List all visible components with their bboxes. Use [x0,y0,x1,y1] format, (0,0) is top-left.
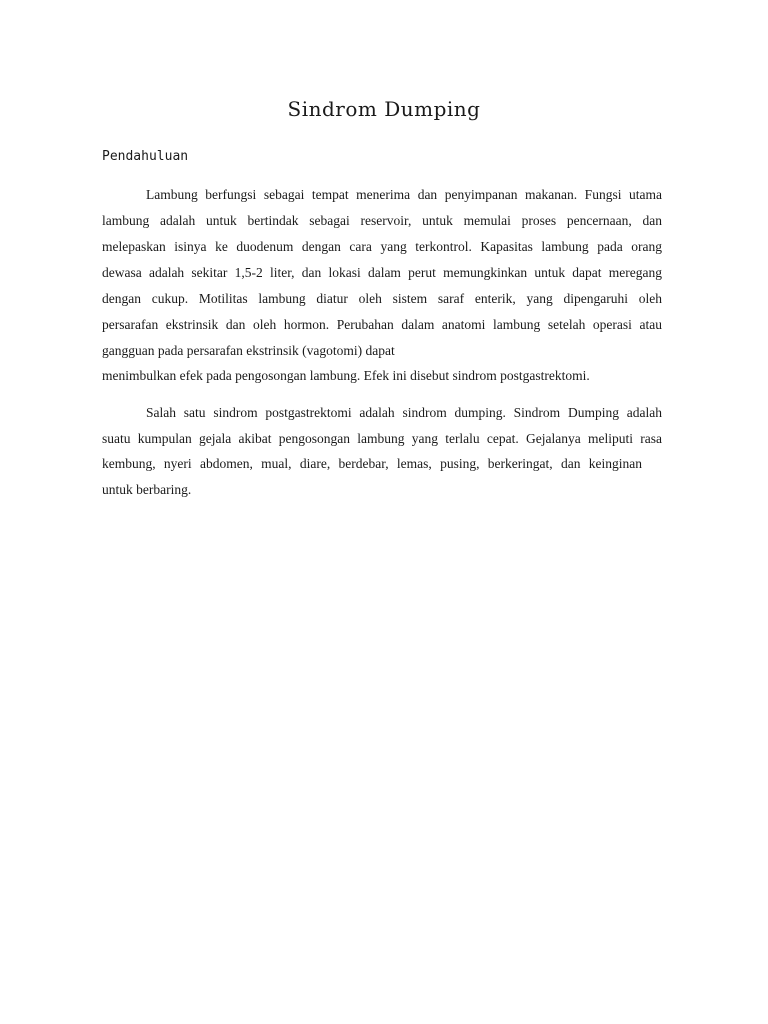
paragraph-line: untuk berbaring. [102,482,192,497]
paragraph-line: suatu kumpulan gejala akibat pengosongan lambung yang terlalu cepat. Gejalanya meliputi rasa [102,431,662,446]
paragraph-line: Salah satu sindrom postgastrektomi adalah sindrom dumping. Sindrom Dumping adalah [146,405,662,420]
paragraph-line: persarafan ekstrinsik dan oleh hormon. Perubahan dalam anatomi lambung setelah operasi atau [102,317,662,332]
paragraph-line: lambung adalah untuk bertindak sebagai reservoir, untuk memulai proses pencernaan, dan [102,213,662,228]
paragraph-line: dewasa adalah sekitar 1,5-2 liter, dan lokasi dalam perut memungkinkan untuk dapat meregang [102,265,662,280]
paragraph-line: Lambung berfungsi sebagai tempat menerima dan penyimpanan makanan. Fungsi utama [146,187,662,202]
section-heading: Pendahuluan [102,149,189,164]
document-title: Sindrom Dumping [287,97,481,121]
paragraph-line: kembung, nyeri abdomen, mual, diare, berdebar, lemas, pusing, berkeringat, dan keinginan [102,456,642,471]
paragraph-line: dengan cukup. Motilitas lambung diatur oleh sistem saraf enterik, yang dipengaruhi oleh [102,291,662,306]
paragraph-line: gangguan pada persarafan ekstrinsik (vagotomi) dapat [102,343,395,358]
paragraph-line: melepaskan isinya ke duodenum dengan cara yang terkontrol. Kapasitas lambung pada orang [102,239,662,254]
paragraph-line: menimbulkan efek pada pengosongan lambung. Efek ini disebut sindrom postgastrektomi. [102,368,590,383]
